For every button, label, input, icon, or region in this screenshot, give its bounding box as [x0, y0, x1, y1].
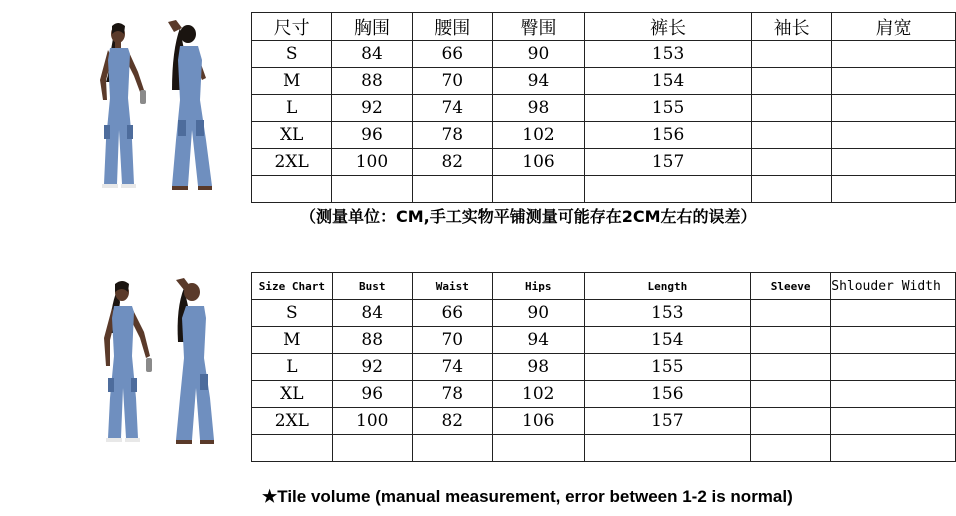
table-cell: 70 [412, 68, 492, 95]
table-cell: 92 [332, 95, 412, 122]
table-cell: 66 [412, 300, 492, 327]
table-row [252, 300, 956, 327]
table-cell: 102 [492, 381, 584, 408]
measurement-note-english: ★Tile volume (manual measurement, error between 1-2 is normal) [262, 487, 793, 506]
table-cell: XL [252, 381, 333, 408]
table-cell: 98 [492, 95, 584, 122]
product-photo-top [88, 20, 228, 192]
table-cell [832, 122, 956, 149]
table-cell: 155 [585, 95, 752, 122]
table-cell: 92 [332, 354, 412, 381]
header-cell: 胸围 [332, 13, 412, 41]
table-cell [752, 176, 832, 203]
table-cell [832, 68, 956, 95]
table-cell: L [252, 354, 333, 381]
table-cell: 154 [585, 68, 752, 95]
model-front-figure [104, 281, 152, 442]
table-cell [492, 435, 584, 462]
header-cell: 袖长 [752, 13, 832, 41]
table-cell [752, 149, 832, 176]
table-cell: 82 [412, 149, 492, 176]
table-row [252, 354, 956, 381]
table-cell [832, 41, 956, 68]
table-cell [332, 176, 412, 203]
table-row-empty [252, 176, 956, 203]
model-front-figure [100, 23, 146, 188]
header-cell: Bust [332, 273, 412, 300]
table-cell: 78 [412, 122, 492, 149]
table-cell: 157 [584, 408, 750, 435]
header-cell: 臀围 [492, 13, 584, 41]
table-cell: 74 [412, 354, 492, 381]
table-cell [751, 354, 831, 381]
table-row [252, 381, 956, 408]
table-cell: 2XL [252, 149, 332, 176]
table-cell: 100 [332, 149, 412, 176]
table-cell [832, 95, 956, 122]
table-cell [751, 381, 831, 408]
table-cell [585, 176, 752, 203]
table-cell: 88 [332, 68, 412, 95]
table-cell: 84 [332, 300, 412, 327]
header-cell: 裤长 [585, 13, 752, 41]
table-row-empty [252, 435, 956, 462]
table-cell [752, 122, 832, 149]
header-cell: 肩宽 [832, 13, 956, 41]
table-cell [752, 41, 832, 68]
model-side-figure [176, 278, 214, 444]
table-cell: M [252, 68, 332, 95]
table-cell [412, 176, 492, 203]
table-cell [831, 381, 956, 408]
table-cell: 106 [492, 408, 584, 435]
product-photo-bottom [88, 278, 228, 444]
table-cell [831, 300, 956, 327]
table-cell [831, 435, 956, 462]
table-cell: 155 [584, 354, 750, 381]
table-cell: 157 [585, 149, 752, 176]
table-cell: S [252, 41, 332, 68]
table-cell: 66 [412, 41, 492, 68]
table-header-row [252, 13, 956, 41]
table-cell: 94 [492, 68, 584, 95]
table-cell: 90 [492, 300, 584, 327]
table-cell: 94 [492, 327, 584, 354]
table-cell [752, 95, 832, 122]
table-cell [832, 149, 956, 176]
table-cell: 74 [412, 95, 492, 122]
table-cell [831, 408, 956, 435]
table-cell: 82 [412, 408, 492, 435]
table-cell: 106 [492, 149, 584, 176]
header-cell: Size Chart [252, 273, 333, 300]
table-cell [412, 435, 492, 462]
table-cell: 90 [492, 41, 584, 68]
table-cell: L [252, 95, 332, 122]
table-cell [252, 435, 333, 462]
table-cell: 84 [332, 41, 412, 68]
table-cell: 153 [585, 41, 752, 68]
table-cell [751, 435, 831, 462]
header-cell: Length [584, 273, 750, 300]
table-cell [584, 435, 750, 462]
size-table-english [251, 272, 956, 462]
header-cell: Hips [492, 273, 584, 300]
table-cell: 96 [332, 381, 412, 408]
header-cell: 腰围 [412, 13, 492, 41]
table-cell [751, 300, 831, 327]
table-cell: 88 [332, 327, 412, 354]
measurement-note-chinese: （测量单位：CM,手工实物平铺测量可能存在2CM左右的误差） [300, 207, 757, 226]
table-cell [252, 176, 332, 203]
table-cell [752, 68, 832, 95]
table-cell [492, 176, 584, 203]
header-cell: 尺寸 [252, 13, 332, 41]
header-cell: Shlouder Width [831, 273, 956, 300]
table-cell: 78 [412, 381, 492, 408]
table-row [252, 122, 956, 149]
table-cell: S [252, 300, 333, 327]
table-cell: 156 [584, 381, 750, 408]
model-back-figure [168, 20, 212, 190]
table-row [252, 41, 956, 68]
table-cell: XL [252, 122, 332, 149]
table-cell [751, 408, 831, 435]
table-cell: 154 [584, 327, 750, 354]
table-row [252, 327, 956, 354]
table-cell: 70 [412, 327, 492, 354]
table-cell [751, 327, 831, 354]
table-cell: M [252, 327, 333, 354]
table-cell: 102 [492, 122, 584, 149]
table-row [252, 95, 956, 122]
table-cell [831, 354, 956, 381]
table-header-row [252, 273, 956, 300]
table-cell [332, 435, 412, 462]
table-cell: 156 [585, 122, 752, 149]
table-row [252, 408, 956, 435]
table-cell: 100 [332, 408, 412, 435]
table-row [252, 68, 956, 95]
table-cell [831, 327, 956, 354]
header-cell: Waist [412, 273, 492, 300]
table-row [252, 149, 956, 176]
table-cell: 2XL [252, 408, 333, 435]
table-cell: 98 [492, 354, 584, 381]
table-cell: 153 [584, 300, 750, 327]
table-cell: 96 [332, 122, 412, 149]
table-cell [832, 176, 956, 203]
size-table-chinese [251, 12, 956, 203]
header-cell: Sleeve [751, 273, 831, 300]
